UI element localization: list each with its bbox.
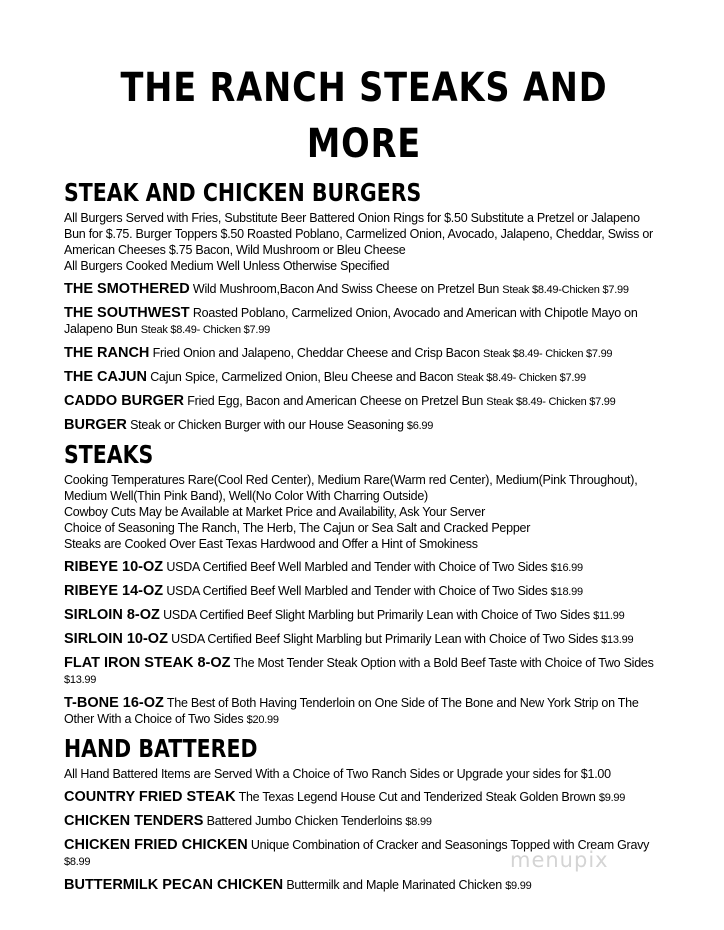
menu-title: THE RANCH STEAKS AND MORE bbox=[120, 65, 608, 167]
section-note: Cooking Temperatures Rare(Cool Red Center), Medium Rare(Warm red Center), Medium(Pink Throughout), Medium Well(Thin Pink Band), Well(No Color With Charring Outside) bbox=[64, 473, 638, 503]
menu-item bbox=[64, 655, 664, 688]
item-desc: The Best of Both Having Tenderloin on One Side of The Bone and New York Strip on The Other With a Choice of Two Sides bbox=[64, 696, 639, 726]
menu-item bbox=[64, 281, 664, 298]
section-notes bbox=[64, 210, 664, 274]
item-desc: Buttermilk and Maple Marinated Chicken bbox=[286, 878, 502, 892]
section-note: Cowboy Cuts May be Available at Market Price and Availability, Ask Your Server bbox=[64, 505, 486, 519]
item-name: RIBEYE 14-OZ bbox=[64, 583, 164, 599]
section-note: All Hand Battered Items are Served With a Choice of Two Ranch Sides or Upgrade your sides for $1.00 bbox=[64, 767, 611, 781]
item-price: $13.99 bbox=[601, 634, 634, 646]
menu-item bbox=[64, 305, 664, 338]
section-note: All Burgers Served with Fries, Substitute Beer Battered Onion Rings for $.50 Substitute a Pretzel or Jalapeno Bun for $.75. Burger Toppers $.50 Roasted Poblano, Carmelized Onion, Avocado, Jalapeno, Cheddar, Swiss or American Cheeses $.75 Bacon, Wild Mushroom or Bleu Cheese bbox=[64, 211, 653, 257]
section-title: STEAKS bbox=[64, 440, 154, 469]
section-steaks bbox=[64, 440, 664, 728]
section-note: Steaks are Cooked Over East Texas Hardwood and Offer a Hint of Smokiness bbox=[64, 537, 478, 551]
menu-item bbox=[64, 417, 664, 434]
item-price: Steak $8.49- Chicken $7.99 bbox=[486, 396, 616, 408]
menu-item bbox=[64, 607, 664, 624]
item-desc: Steak or Chicken Burger with our House Seasoning bbox=[130, 418, 404, 432]
item-name: THE SOUTHWEST bbox=[64, 305, 190, 321]
menu-item bbox=[64, 789, 664, 806]
section-note: All Burgers Cooked Medium Well Unless Otherwise Specified bbox=[64, 259, 390, 273]
item-price: $6.99 bbox=[406, 420, 434, 432]
item-desc: USDA Certified Beef Well Marbled and Tender with Choice of Two Sides bbox=[166, 584, 548, 598]
section-note: Choice of Seasoning The Ranch, The Herb, The Cajun or Sea Salt and Cracked Pepper bbox=[64, 521, 531, 535]
menu-item bbox=[64, 695, 664, 728]
item-price: $20.99 bbox=[246, 714, 279, 726]
item-desc: Unique Combination of Cracker and Seasonings Topped with Cream Gravy bbox=[250, 838, 650, 852]
menu-item bbox=[64, 345, 664, 362]
item-price: Steak $8.49- Chicken $7.99 bbox=[140, 324, 270, 336]
item-desc: USDA Certified Beef Well Marbled and Tender with Choice of Two Sides bbox=[166, 560, 548, 574]
item-price: $16.99 bbox=[550, 562, 583, 574]
item-name: COUNTRY FRIED STEAK bbox=[64, 789, 236, 805]
item-desc: Roasted Poblano, Carmelized Onion, Avocado and American with Chipotle Mayo on Jalapeno Bun bbox=[64, 306, 638, 336]
item-desc: USDA Certified Beef Slight Marbling but Primarily Lean with Choice of Two Sides bbox=[163, 608, 590, 622]
item-price: $9.99 bbox=[505, 880, 532, 892]
item-desc: USDA Certified Beef Slight Marbling but Primarily Lean with Choice of Two Sides bbox=[171, 632, 598, 646]
item-desc: Wild Mushroom,Bacon And Swiss Cheese on Pretzel Bun bbox=[192, 282, 500, 296]
item-name: FLAT IRON STEAK 8-OZ bbox=[64, 655, 231, 671]
item-desc: The Most Tender Steak Option with a Bold Beef Taste with Choice of Two Sides bbox=[233, 656, 654, 670]
item-name: BUTTERMILK PECAN CHICKEN bbox=[64, 877, 284, 893]
menu-page bbox=[64, 60, 664, 894]
item-desc: Fried Egg, Bacon and American Cheese on Pretzel Bun bbox=[187, 394, 484, 408]
item-name: T-BONE 16-OZ bbox=[64, 695, 164, 711]
section-burgers bbox=[64, 178, 664, 434]
item-price: Steak $8.49-Chicken $7.99 bbox=[502, 284, 629, 296]
item-name: CADDO BURGER bbox=[64, 393, 185, 409]
item-name: SIRLOIN 8-OZ bbox=[64, 607, 160, 623]
item-name: THE CAJUN bbox=[64, 369, 147, 385]
watermark-logo: menupix bbox=[510, 848, 609, 872]
item-name: BURGER bbox=[64, 417, 127, 433]
item-name: THE SMOTHERED bbox=[64, 281, 190, 297]
item-desc: Fried Onion and Jalapeno, Cheddar Cheese and Crisp Bacon bbox=[152, 346, 480, 360]
section-notes bbox=[64, 472, 664, 552]
menu-item bbox=[64, 559, 664, 576]
item-name: THE RANCH bbox=[64, 345, 150, 361]
menu-item bbox=[64, 393, 664, 410]
menu-item bbox=[64, 877, 664, 894]
section-title: HAND BATTERED bbox=[64, 734, 258, 763]
item-price: $8.99 bbox=[405, 816, 432, 828]
item-price: $13.99 bbox=[64, 674, 97, 686]
menu-item bbox=[64, 631, 664, 648]
menu-item bbox=[64, 813, 664, 830]
section-title: STEAK AND CHICKEN BURGERS bbox=[64, 178, 422, 207]
item-desc: Cajun Spice, Carmelized Onion, Bleu Cheese and Bacon bbox=[150, 370, 454, 384]
item-desc: Battered Jumbo Chicken Tenderloins bbox=[206, 814, 403, 828]
item-price: Steak $8.49- Chicken $7.99 bbox=[456, 372, 586, 384]
item-name: CHICKEN FRIED CHICKEN bbox=[64, 837, 248, 853]
item-name: CHICKEN TENDERS bbox=[64, 813, 204, 829]
section-notes bbox=[64, 766, 664, 782]
item-name: SIRLOIN 10-OZ bbox=[64, 631, 168, 647]
item-name: RIBEYE 10-OZ bbox=[64, 559, 164, 575]
item-price: $8.99 bbox=[64, 856, 91, 868]
menu-item bbox=[64, 369, 664, 386]
item-price: $11.99 bbox=[593, 610, 625, 622]
item-price: $9.99 bbox=[598, 792, 626, 804]
menu-item bbox=[64, 583, 664, 600]
item-price: $18.99 bbox=[550, 586, 583, 598]
item-price: Steak $8.49- Chicken $7.99 bbox=[483, 348, 613, 360]
item-desc: The Texas Legend House Cut and Tenderized Steak Golden Brown bbox=[238, 790, 596, 804]
